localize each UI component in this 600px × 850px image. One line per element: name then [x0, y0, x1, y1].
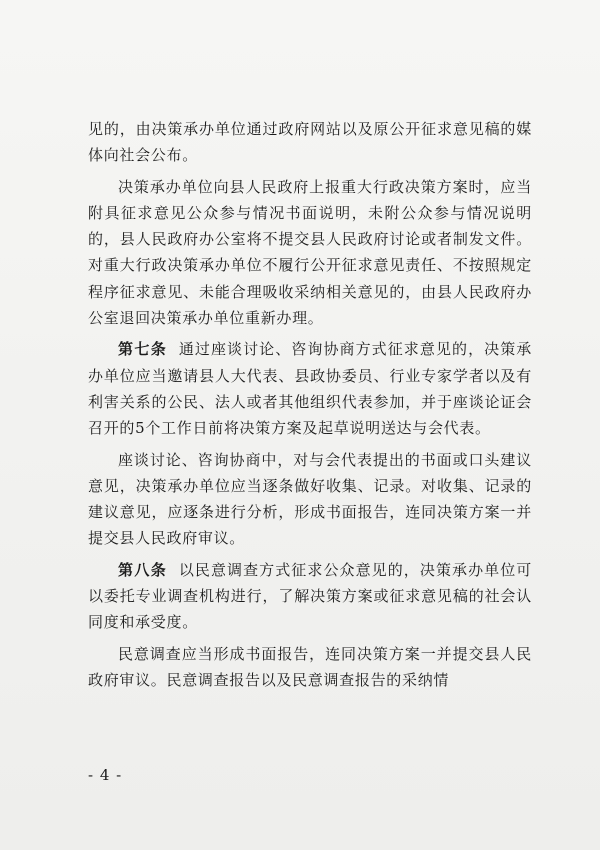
article-8-heading: 第八条: [118, 560, 168, 579]
paragraph-text: 通过座谈讨论、咨询协商方式征求意见的，决策承办单位应当邀请县人大代表、县政协委员、行业专家学者以及有利害关系的公民、法人或者其他组织代表参加，并于座谈论证会召开的5个工作日前将决策方案及起草说明送达与会代表。: [88, 340, 533, 438]
document-body: [88, 116, 532, 698]
article-7-paragraph: [88, 336, 532, 441]
paragraph-text: 见的，由决策承办单位通过政府网站以及原公开征求意见稿的媒体向社会公布。: [88, 120, 532, 165]
paragraph-2: [88, 174, 532, 332]
paragraph-6: [88, 641, 532, 694]
article-7-heading: 第七条: [118, 340, 168, 359]
paragraph-text: 决策承办单位向县人民政府上报重大行政决策方案时，应当附具征求意见公众参与情况书面说明，未附公众参与情况说明的，县人民政府办公室将不提交县人民政府讨论或者制发文件。对重大行政决策承办单位不履行公开征求意见责任、不按照规定程序征求意见、未能合理吸收采纳相关意见的，由县人民政府办公室退回决策承办单位重新办理。: [88, 177, 532, 328]
paragraph-text: 以民意调查方式征求公众意见的，决策承办单位可以委托专业调查机构进行，了解决策方案或征求意见稿的社会认同度和承受度。: [88, 560, 533, 632]
paragraph-text: 民意调查应当形成书面报告，连同决策方案一并提交县人民政府审议。民意调查报告以及民意调查报告的采纳情: [88, 644, 532, 689]
paragraph-4: [88, 447, 532, 552]
article-8-paragraph: [88, 557, 532, 636]
paragraph-text: 座谈讨论、咨询协商中，对与会代表提出的书面或口头建议意见，决策承办单位应当逐条做好收集、记录。对收集、记录的建议意见，应逐条进行分析，形成书面报告，连同决策方案一并提交县人民政府审议。: [88, 450, 532, 548]
page-number: - 4 -: [88, 766, 123, 784]
paragraph-1: [88, 116, 532, 169]
